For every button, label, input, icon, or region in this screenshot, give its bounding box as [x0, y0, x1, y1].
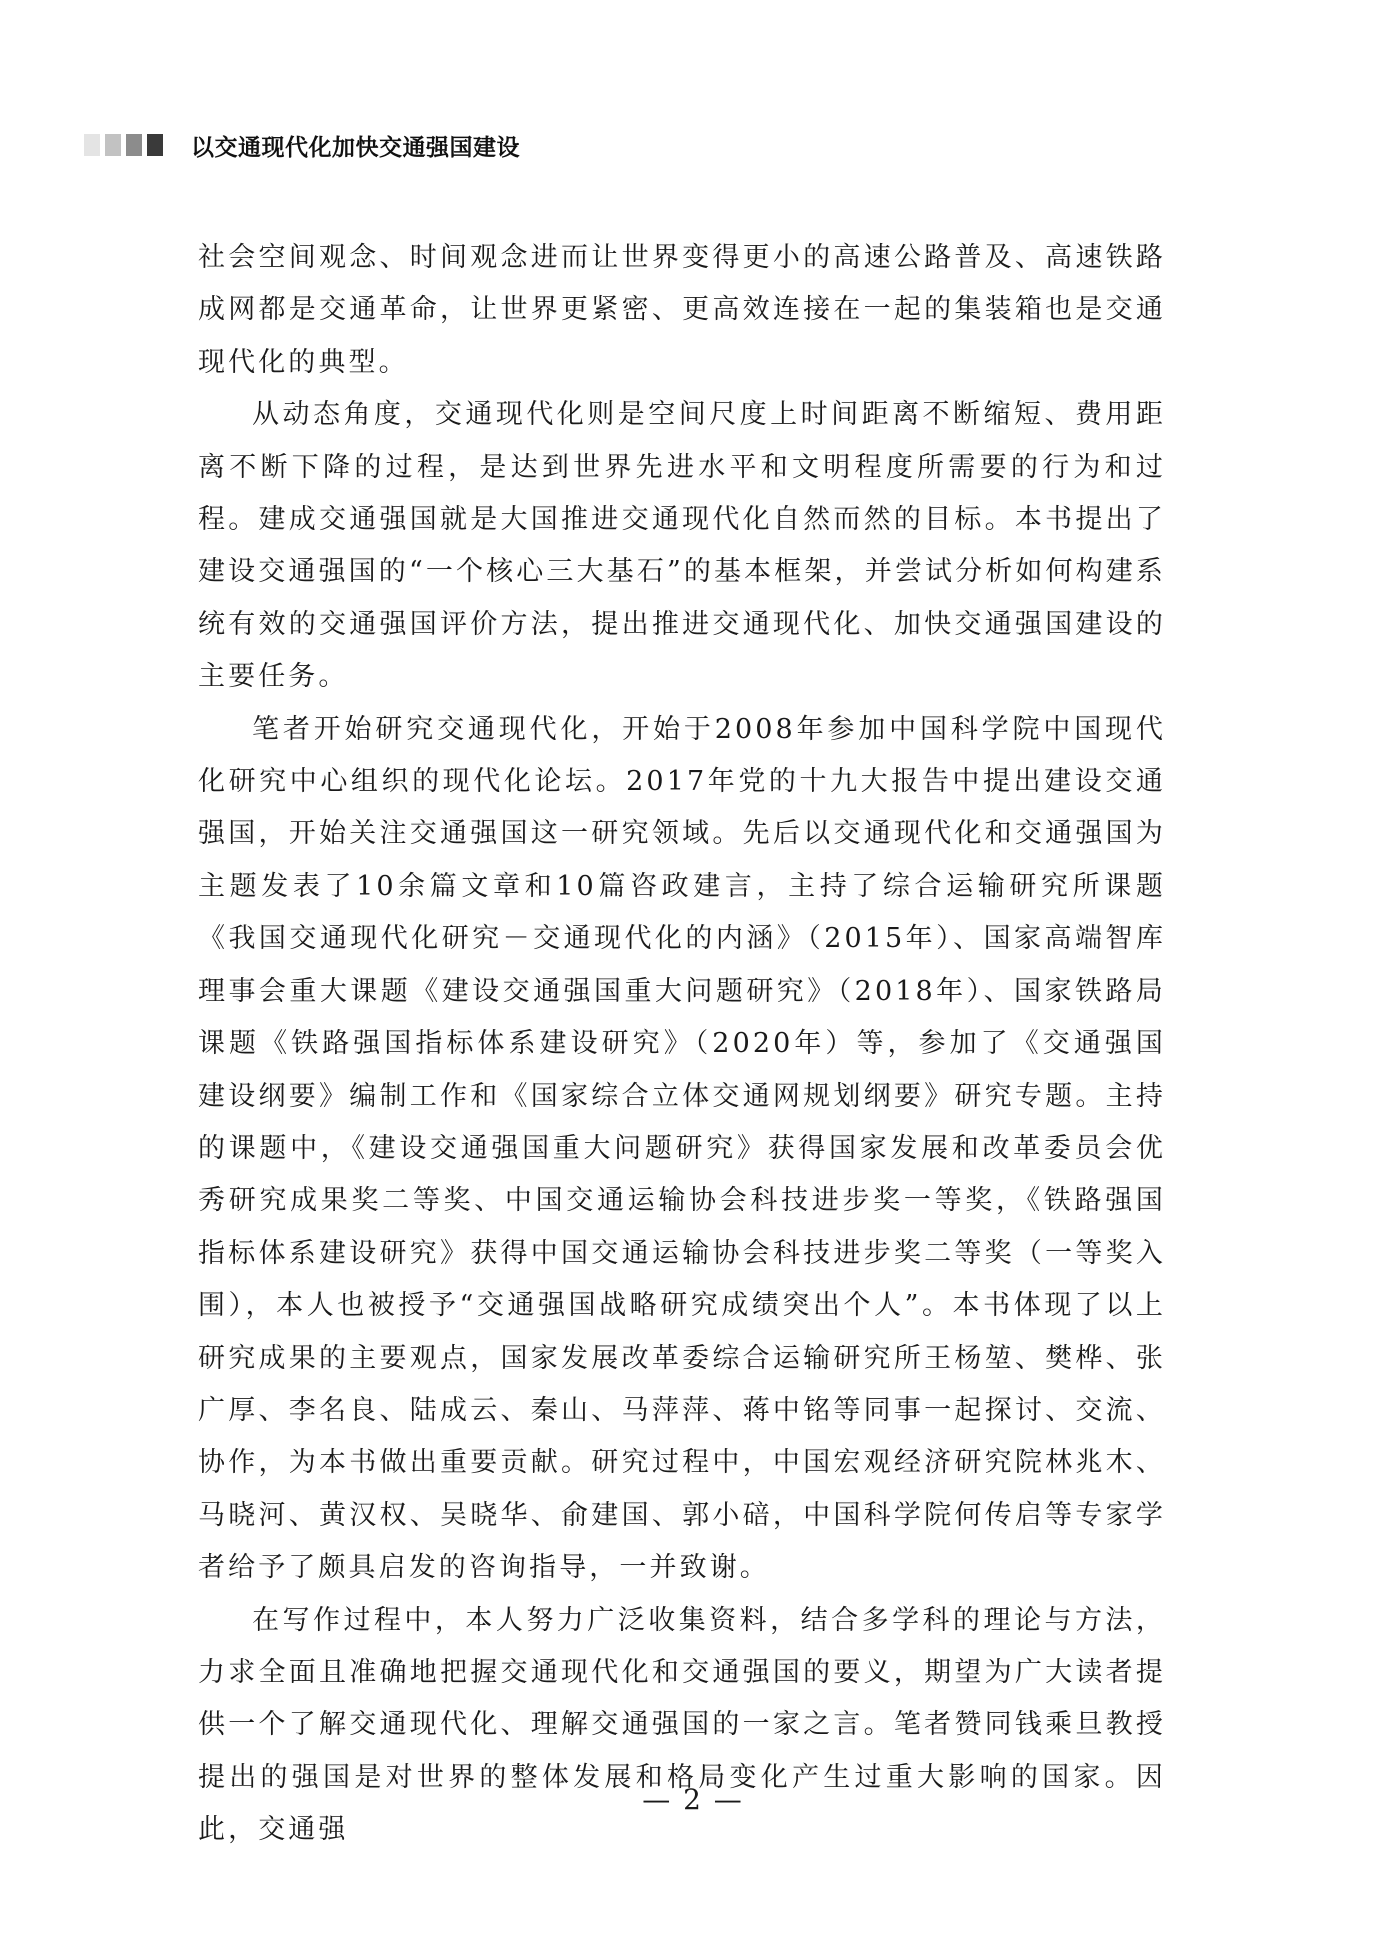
- header-block: [84, 134, 100, 156]
- body-text: [198, 232, 1166, 1857]
- paragraph: 笔者开始研究交通现代化，开始于2008年参加中国科学院中国现代化研究中心组织的现代化论坛。2017年党的十九大报告中提出建设交通强国，开始关注交通强国这一研究领域。先后以交通现代化和交通强国为主题发表了10余篇文章和10篇咨政建言，主持了综合运输研究所课题《我国交通现代化研究－交通现代化的内涵》（2015年）、国家高端智库理事会重大课题《建设交通强国重大问题研究》（2018年）、国家铁路局课题《铁路强国指标体系建设研究》（2020年）等，参加了《交通强国建设纲要》编制工作和《国家综合立体交通网规划纲要》研究专题。主持的课题中，《建设交通强国重大问题研究》获得国家发展和改革委员会优秀研究成果奖二等奖、中国交通运输协会科技进步奖一等奖，《铁路强国指标体系建设研究》获得中国交通运输协会科技进步奖二等奖（一等奖入围），本人也被授予“交通强国战略研究成绩突出个人”。本书体现了以上研究成果的主要观点，国家发展改革委综合运输研究所王杨堃、樊桦、张广厚、李名良、陆成云、秦山、马萍萍、蒋中铭等同事一起探讨、交流、协作，为本书做出重要贡献。研究过程中，中国宏观经济研究院林兆木、马晓河、黄汉权、吴晓华、俞建国、郭小碚，中国科学院何传启等专家学者给予了颇具启发的咨询指导，一并致谢。: [198, 713, 1166, 1584]
- header-decoration-blocks: [84, 134, 163, 156]
- running-header-title: 以交通现代化加快交通强国建设: [191, 134, 520, 161]
- paragraph-continuation: 社会空间观念、时间观念进而让世界变得更小的高速公路普及、高速铁路成网都是交通革命，让世界更紧密、更高效连接在一起的集装箱也是交通现代化的典型。: [198, 242, 1166, 378]
- header-block: [105, 134, 121, 156]
- paragraph: 从动态角度，交通现代化则是空间尺度上时间距离不断缩短、费用距离不断下降的过程，是达到世界先进水平和文明程度所需要的行为和过程。建成交通强国就是大国推进交通现代化自然而然的目标。本书提出了建设交通强国的“一个核心三大基石”的基本框架，并尝试分析如何构建系统有效的交通强国评价方法，提出推进交通现代化、加快交通强国建设的主要任务。: [198, 399, 1166, 693]
- page-number: — 2 —: [642, 1783, 744, 1816]
- running-header: [84, 131, 520, 159]
- header-block: [147, 134, 163, 156]
- header-block: [126, 134, 142, 156]
- paragraph: 在写作过程中，本人努力广泛收集资料，结合多学科的理论与方法，力求全面且准确地把握交通现代化和交通强国的要义，期望为广大读者提供一个了解交通现代化、理解交通强国的一家之言。笔者赞同钱乘旦教授提出的强国是对世界的整体发展和格局变化产生过重大影响的国家。因此，交通强: [198, 1604, 1166, 1846]
